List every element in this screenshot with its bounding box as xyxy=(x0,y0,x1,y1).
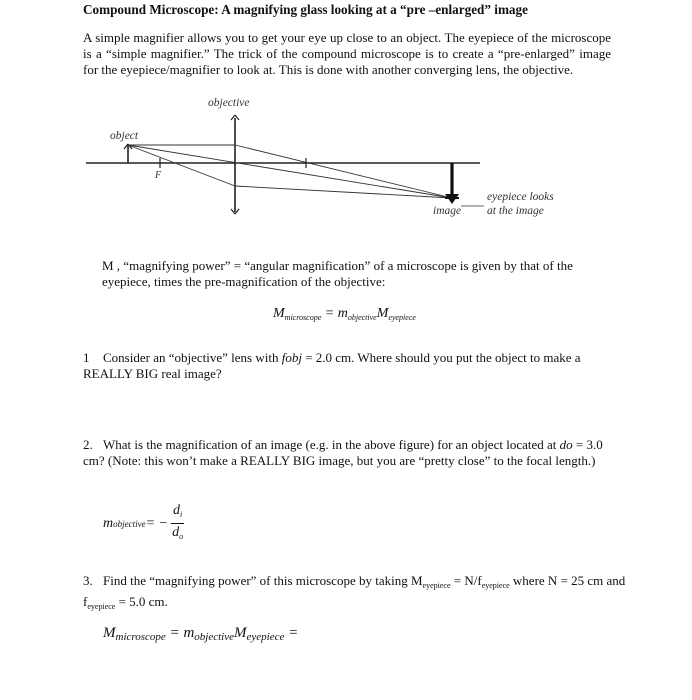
question-1 xyxy=(83,350,613,382)
eq1-m: m xyxy=(337,306,348,321)
magnifying-power-definition: M , “magnifying power” = “angular magnification” of a microscope is given by that of the eyepiece, times the pre-magnification of the objective: xyxy=(102,258,573,289)
q3-number: 3. xyxy=(83,573,93,588)
ray-through-center xyxy=(128,145,452,198)
ray-diagram-svg xyxy=(0,0,692,240)
eq2-denominator: d xyxy=(172,525,180,540)
page-title: Compound Microscope: A magnifying glass looking at a “pre –enlarged” image xyxy=(83,2,528,17)
intro-paragraph: A simple magnifier allows you to get your eye up close to an object. The eyepiece of the microscope is a “simple magnifier.” The trick of the compound microscope is to create a “pre-enlarged” image for the eyepiece/magnifier to look at. This is done with another converging lens, the objective. xyxy=(83,30,611,77)
image-label: image xyxy=(433,205,462,217)
objective-label: objective xyxy=(208,97,250,109)
q3-text-d: = 5.0 cm. xyxy=(115,594,168,609)
q2-do: do xyxy=(559,437,573,452)
eq2-numerator: d xyxy=(173,503,181,518)
eyepiece-note-line1: eyepiece looks xyxy=(487,191,554,203)
eq3-sub-eyepiece: eyepiece xyxy=(246,631,285,643)
eq3-sub-objective: objective xyxy=(194,631,234,643)
eq3-M: M xyxy=(103,625,116,641)
eq1-M2: M xyxy=(376,306,389,321)
eq3-M2: M xyxy=(233,625,247,641)
eq1-sub-microscope: microscope xyxy=(284,313,322,322)
eq1-sub-eyepiece: eyepiece xyxy=(388,313,416,322)
q2-text-a: What is the magnification of an image (e.g. in the above figure) for an object located at xyxy=(103,437,560,452)
question-2 xyxy=(83,437,618,469)
eq3-trailing: = xyxy=(284,625,299,641)
ray-refracted xyxy=(235,145,452,198)
eq2-equals: = − xyxy=(145,515,169,531)
q3-text-b: = N/f xyxy=(450,573,482,588)
ray-focus-refracted xyxy=(235,186,452,198)
eq2-fraction xyxy=(171,502,184,545)
equation-magnifying-power xyxy=(273,306,416,322)
eq2-sub: objective xyxy=(113,518,146,529)
ray-through-focus xyxy=(128,145,235,186)
q2-text-b: = 3.0 cm? (Note: this won’t make a REALLY BIG image, but you are “pretty close” to the focal length.) xyxy=(83,437,603,468)
question-3 xyxy=(83,573,643,615)
eq3-m: m xyxy=(183,625,195,641)
equation-objective-magnification xyxy=(103,502,184,545)
eq3-equals: = xyxy=(165,625,184,641)
microscope-diagram xyxy=(0,0,692,240)
eq2-numerator-sub: i xyxy=(180,510,183,519)
eq1-sub-objective: objective xyxy=(347,313,377,322)
object-label: object xyxy=(110,130,139,142)
q1-fobj: fobj xyxy=(281,350,302,365)
q3-sub-2: eyepiece xyxy=(481,581,510,590)
q1-number: 1 xyxy=(83,350,90,365)
q1-text-a: Consider an “objective” lens with xyxy=(103,350,282,365)
eq2-m: m xyxy=(103,515,114,531)
q3-sub-3: eyepiece xyxy=(87,602,116,611)
q3-text-c: where N = 25 cm and f xyxy=(83,573,626,609)
eq1-M: M xyxy=(273,306,285,321)
eq1-equals: = xyxy=(321,306,338,321)
eq3-sub-microscope: microscope xyxy=(115,631,166,643)
eyepiece-note-line2: at the image xyxy=(487,205,544,217)
equation-microscope-answer xyxy=(103,625,298,643)
q3-text-a: Find the “magnifying power” of this microscope by taking M xyxy=(103,573,423,588)
eq2-denominator-sub: o xyxy=(179,532,184,541)
q3-sub-1: eyepiece xyxy=(422,581,451,590)
focal-label: F xyxy=(155,170,162,181)
q2-number: 2. xyxy=(83,437,93,452)
q1-text-b: = 2.0 cm. Where should you put the object to make a REALLY BIG real image? xyxy=(83,350,581,381)
